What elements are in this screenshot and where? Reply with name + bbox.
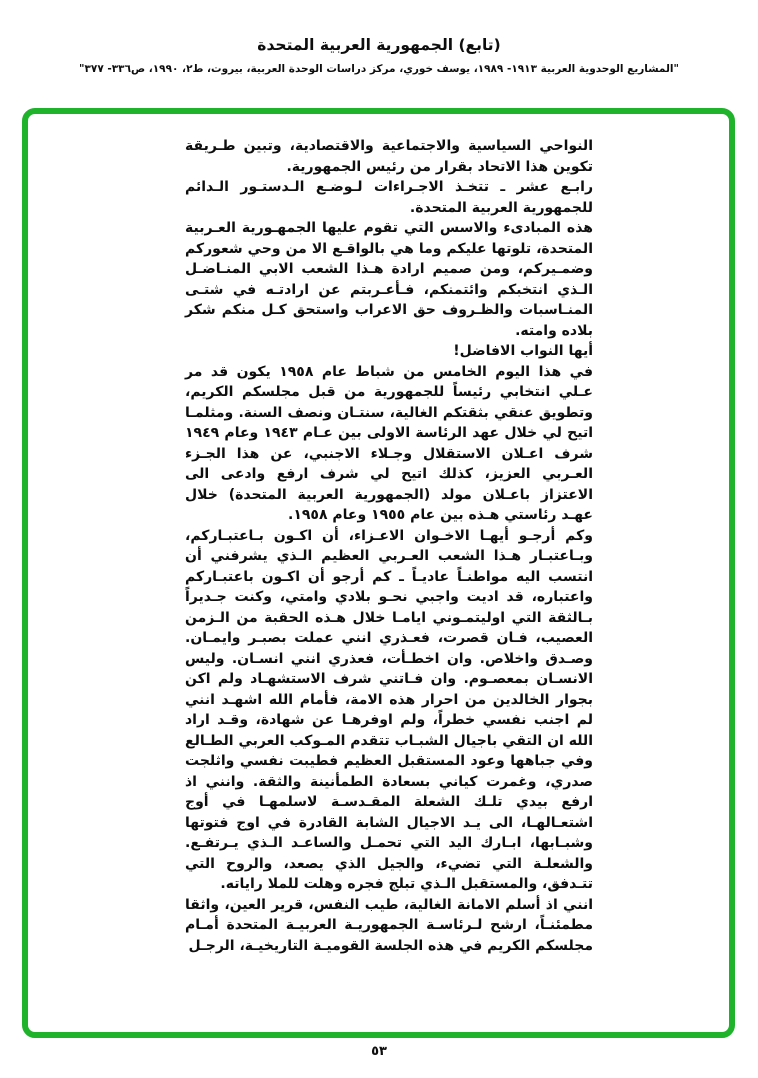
page-number: ٥٣ xyxy=(371,1044,387,1059)
paragraph: رابـع عشر ـ تتخـذ الاجـراءات لـوضـع الـدستـور الـدائم للجمهورية العربية المتحدة. xyxy=(185,179,593,216)
paragraph: انني اذ أسلم الامانة الغالية، طيب النفس، قرير العين، واثقا مطمئنـاً، ارشح لـرئاسـة الجمهوريـة العربيـة المتحدة أمـام مجلسكم الكريم في هذه الجلسة القوميـة التاريخيـة، الرجـل xyxy=(185,896,593,954)
paragraph: وكم أرجـو أيهـا الاخـوان الاعـزاء، أن اكـون بـاعتبـاركم، وبـاعتبـار هـذا الشعب العـربي العظيم الـذي يشرفني أن انتسب اليه مواطنـاً عاديـاً ـ كم أرجو أن اكـون باعتبـاركم واعتباره، قد اديت واجبي نحـو بلادي وامتي، وكنت جـديراً بـالثقة التي اوليتمـوني ايامـا خلال هـذه الحقبة من الـزمن العصيب، فـان قصرت، فعـذري انني عملت بصبـر وايمـان. وصـدق واخلاص. وان اخطـأت، فعذري انني انسـان. وليس الانسـان بمعصـوم. وان فـاتني شرف الاستشهـاد ولم اكن بجوار الخالدين من احرار هذه الامة، فأمام الله اشهـد انني لم اجنب نفسي خطراً، ولم اوفرهـا عن شهادة، وقـد اراد الله ان التقي باجيال الشبـاب تتقدم المـوكب العربي الطـالع وفي جباهها وعود المستقبل العظيم فطيبت نفسي واثلجت صدري، وغمرت كياني بسعادة الطمأنينة والثقة. وانني اذ ارفع بيدي تلـك الشعلة المقـدسـة لاسلمهـا في أوج اشتعـالهـا، الى يـد الاجيال الشابة القادرة في اوج فتوتها وشبـابها، ابـارك اليد التي تحمـل والساعـد الـذي يـرتفـع. والشعلـة التي تضيء، والجيل الذي يصعد، والروح التي تتـدفق، والمستقبل الـذي تبلج فجره وهلت للملا راياته. xyxy=(185,527,593,892)
paragraph: النواحي السياسية والاجتماعية والاقتصادية، وتبين طـريقة تكوين هذا الاتحاد بقرار من رئيس الجمهورية. xyxy=(185,138,593,175)
body-text xyxy=(185,136,593,956)
paragraph: في هذا اليوم الخامس من شباط عام ١٩٥٨ يكون قد مر عـلي انتخابي رئيساً للجمهورية من قبل مجلسكم الكريم، وتطويق عنقي بثقتكم الغالية، سنتـان ونصف السنة. ومثلمـا اتيح لي خلال عهد الرئاسة الاولى بين عـام ١٩٤٣ وعام ١٩٤٩ شرف اعـلان الاستقلال وجـلاء الاجنبي، عن هذا الجـزء العـربي العزيز، كذلك اتيح لي شرف ارفع وادعى الى الاعتزاز باعـلان مولد (الجمهورية العربية المتحدة) خلال عهـد رئاستي هـذه بين عام ١٩٥٥ وعام ١٩٥٨. xyxy=(185,363,593,523)
paragraph: هذه المبادىء والاسس التي تقوم عليها الجمهـورية العـربية المتحدة، تلوتها عليكم وما هي بالواقـع الا من وحي شعوركم وضمـيركم، ومن صميم ارادة هـذا الشعب الابي المنـاضـل الـذي انتخبكم وائتمنكم، فـأعـربتم عن ارادتـه في شتـى المنـاسبات والظـروف حق الاعراب واستحق كـل منكم شكر بلاده وامته. xyxy=(185,220,593,339)
document-title: (تابع) الجمهورية العربية المتحدة xyxy=(257,36,501,54)
paragraph: أيها النواب الافاضل! xyxy=(453,343,593,359)
source-citation: "المشاريع الوحدوية العربية ١٩١٣- ١٩٨٩، يوسف خوري، مركز دراسات الوحدة العربية، بيروت، ط٢، ١٩٩٠، ص٣٣٦- ٣٧٧" xyxy=(79,63,679,75)
document-header xyxy=(0,36,758,75)
